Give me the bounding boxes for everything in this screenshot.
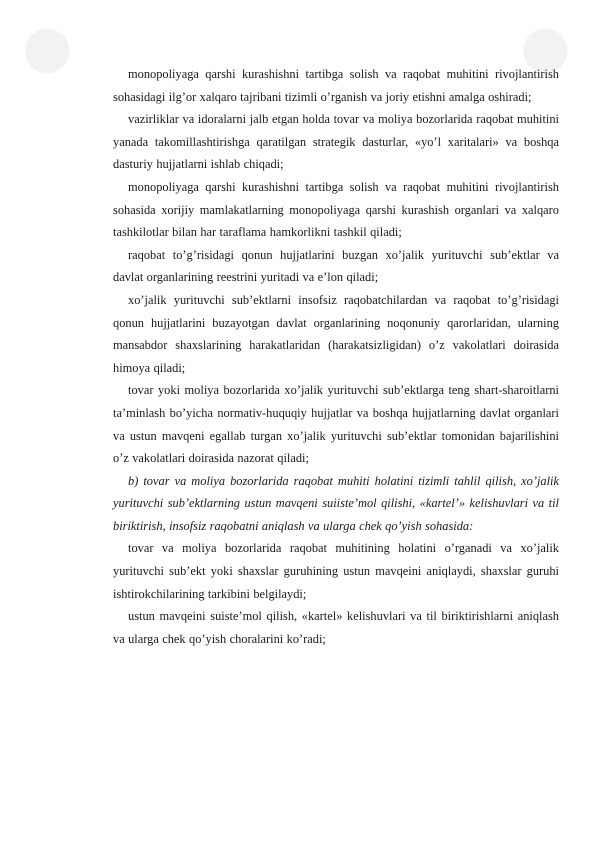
paragraph: xo’jalik yurituvchi sub’ektlarni insofsiz raqobatchilardan va raqobat to’g’risidagi qonun hujjatlarini buzayotgan davlat organlarining noqonuniy qarorlaridan, ularning mansabdor shaxslarining harakatlaridan (harakatsizligidan) o’z vakolatlari doirasida himoya qiladi; — [113, 292, 559, 375]
paragraph: monopoliyaga qarshi kurashishni tartibga solish va raqobat muhitini rivojlantirish sohasida xorijiy mamlakatlarning monopoliyaga qarshi kurashish organlari va xalqaro tashkilotlar bilan har taraflama hamkorlikni tashkil qiladi; — [113, 179, 559, 240]
paragraph: tovar yoki moliya bozorlarida xo’jalik yurituvchi sub’ektlarga teng shart-sharoitlarni ta’minlash bo’yicha normativ-huquqiy hujjatlar va boshqa hujjatlarning davlat organlari va ustun mavqeni egallab turgan xo’jalik yurituvchi sub’ektlar tomonidan bajarilishini o’z vakolatlari doirasida nazorat qiladi; — [113, 383, 559, 466]
paragraph: raqobat to’g’risidagi qonun hujjatlarini buzgan xo’jalik yurituvchi sub’ektlar va davlat organlarining reestrini yuritadi va e’lon qiladi; — [113, 247, 559, 285]
paragraph: tovar va moliya bozorlarida raqobat muhitining holatini o’rganadi va xo’jalik yurituvchi sub’ekt yoki shaxslar guruhining ustun mavqeini aniqlaydi, shaxslar guruhi ishtirokchilarining tarkibini belgilaydi; — [113, 541, 559, 601]
paragraph: vazirliklar va idoralarni jalb etgan holda tovar va moliya bozorlarida raqobat muhitini yanada takomillashtirishga qaratilgan strategik dasturlar, «yo’l xaritalari» va boshqa dasturiy hujjatlarni ishlab chiqadi; — [113, 112, 559, 172]
paragraph: monopoliyaga qarshi kurashishni tartibga solish va raqobat muhitini rivojlantirish sohasidagi ilg’or xalqaro tajribani tizimli o’rganish va joriy etishni amalga oshiradi; — [113, 67, 559, 104]
document-page — [113, 63, 559, 650]
watermark-glyph: ● — [520, 12, 573, 80]
watermark-glyph: ● — [22, 12, 75, 80]
section-heading-paragraph: b) tovar va moliya bozorlarida raqobat muhiti holatini tizimli tahlil qilish, xo’jalik yurituvchi sub’ektlarning ustun mavqeni suiiste’mol qilishi, «kartel’» kelishuvlari va til biriktirish, insofsiz raqobatni aniqlash va ularga chek qo’yish sohasida: — [113, 473, 559, 533]
paragraph: ustun mavqeini suiste’mol qilish, «kartel» kelishuvlari va til biriktirishlarni aniqlash va ularga chek qo’yish choralarini ko’radi; — [113, 609, 559, 646]
